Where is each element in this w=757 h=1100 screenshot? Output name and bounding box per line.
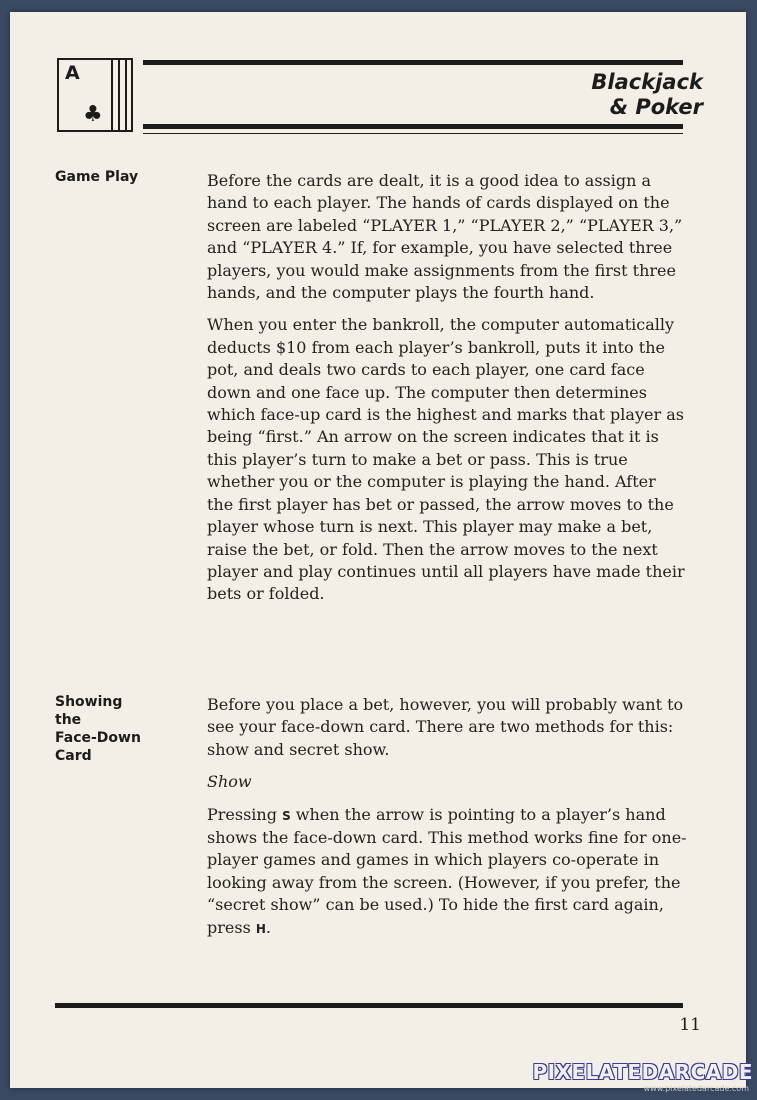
card-letter: A [65, 62, 80, 84]
paragraph [207, 804, 687, 940]
subheading-show: Show [207, 772, 252, 792]
heading-line: Face-Down [55, 730, 141, 746]
card-stripe [125, 60, 127, 130]
paragraph: Before the cards are dealt, it is a good idea to assign a hand to each player. The hands of cards displayed on the screen are labeled “PLAYER 1,” “PLAYER 2,” “PLAYER 3,” and “PLAYER 4.” If, for example, you have selected three players, you would make assignments from the first three hands, and the computer plays the fourth hand. [207, 171, 683, 303]
header-rule-bottom [143, 124, 683, 129]
key-s: S [282, 808, 291, 823]
header-rule-thin [143, 133, 683, 134]
footer-rule [55, 1003, 683, 1008]
card-stripe [118, 60, 120, 130]
playing-card-logo [57, 58, 133, 132]
section-body-game-play [207, 170, 687, 616]
section-heading-game-play: Game Play [55, 169, 139, 185]
key-h: H [255, 921, 266, 936]
title-line: Blackjack [591, 70, 703, 94]
paragraph: Before you place a bet, however, you will probably want to see your face-down card. There are two methods for this: show and secret show. [207, 695, 684, 759]
watermark-logo: PIXELATEDARCADE [532, 1060, 753, 1084]
text-run: when the arrow is pointing to a player’s hand shows the face-down card. This method works fine for one-player games and games in which players co-operate in looking away from the screen. (However, if you prefer, the “secret show” can be used.) To hide the first card again, press [207, 804, 687, 937]
section-body-showing [207, 694, 687, 950]
page-number: 11 [679, 1015, 701, 1035]
text-run: Pressing [207, 804, 283, 824]
card-stripe [111, 60, 113, 130]
page-title [591, 70, 703, 120]
section-heading-showing [55, 693, 195, 765]
text-run: . [265, 917, 272, 937]
watermark-url: www.pixelatedarcade.com [643, 1084, 749, 1093]
club-icon: ♣ [83, 102, 103, 127]
paragraph: When you enter the bankroll, the computer automatically deducts $10 from each player’s bankroll, puts it into the pot, and deals two cards to each player, one card face down and one face up. The computer then determines which face-up card is the highest and marks that player as being “first.” An arrow on the screen indicates that it is this player’s turn to make a bet or pass. This is true whether you or the computer is playing the hand. After the first player has bet or passed, the arrow moves to the player whose turn is next. This player may make a bet, raise the bet, or fold. Then the arrow moves to the next player and play continues until all players have made their bets or folded. [207, 315, 685, 604]
title-line: & Poker [609, 95, 703, 119]
heading-line: Showing [55, 694, 123, 710]
heading-line: the [55, 712, 82, 728]
heading-line: Card [55, 748, 92, 764]
header-rule-top [143, 60, 683, 65]
